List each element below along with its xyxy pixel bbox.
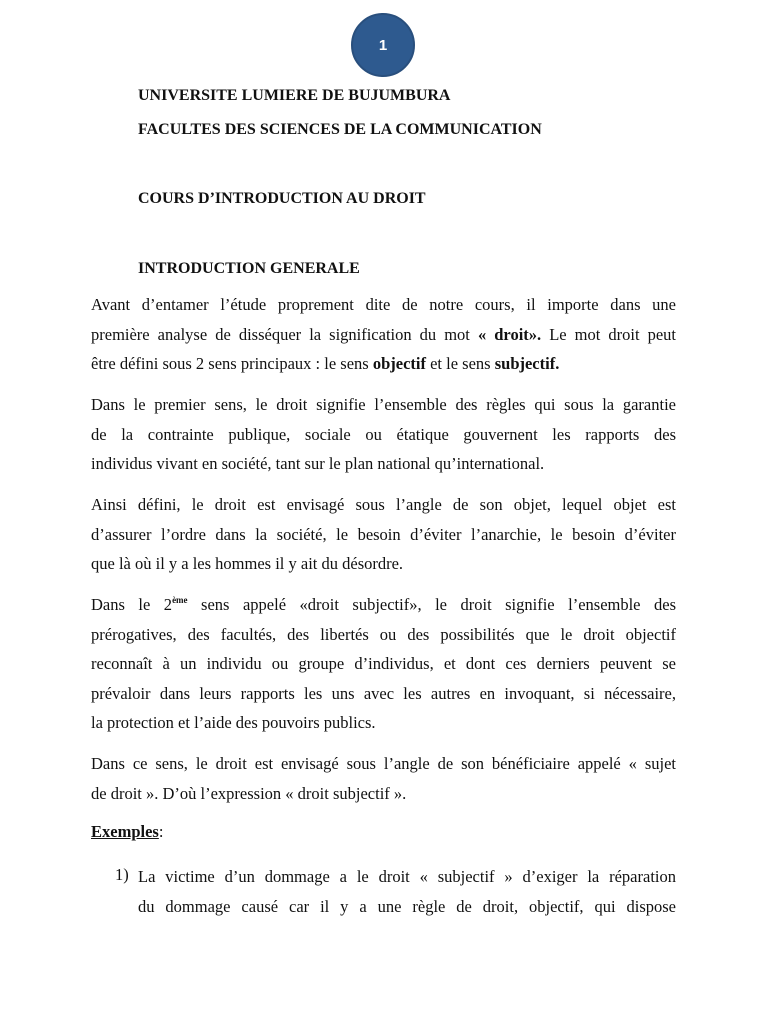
list-item bbox=[138, 862, 676, 921]
bold-term-droit: « droit». bbox=[477, 324, 542, 344]
page-number-badge bbox=[351, 13, 415, 77]
bold-term-objectif: objectif bbox=[372, 354, 426, 373]
section-title: INTRODUCTION GENERALE bbox=[138, 260, 360, 277]
page-number: 1 bbox=[378, 36, 388, 54]
paragraph-first-sense bbox=[91, 390, 676, 479]
text-line: Dans le premier sens, le droit signifie l’ensemble des règles qui sous la garantie bbox=[91, 395, 676, 414]
text-line: de droit ». D’où l’expression « droit subjectif ». bbox=[91, 783, 407, 803]
text-line: de la contrainte publique, sociale ou étatique gouvernent les rapports des bbox=[91, 424, 676, 444]
text-line: prérogatives, des facultés, des libertés ou des possibilités que le droit objectif bbox=[91, 624, 676, 644]
faculty-name: FACULTES DES SCIENCES DE LA COMMUNICATION bbox=[138, 121, 542, 138]
examples-heading: Exemples: bbox=[91, 822, 164, 841]
paragraph-object bbox=[91, 490, 676, 579]
text-line: Dans le 2ème sens appelé «droit subjectif», le droit signifie l’ensemble des bbox=[91, 595, 676, 614]
superscript: ème bbox=[172, 595, 188, 605]
text-line: Ainsi défini, le droit est envisagé sous l’angle de son objet, lequel objet est bbox=[91, 495, 676, 514]
text-line: première analyse de disséquer la signification du mot « droit». Le mot droit peut bbox=[91, 324, 677, 344]
text-line: la protection et l’aide des pouvoirs publics. bbox=[91, 713, 376, 732]
text-line: Avant d’entamer l’étude proprement dite de notre cours, il importe dans une bbox=[91, 295, 676, 314]
paragraph-second-sense bbox=[91, 590, 676, 738]
bold-term-subjectif: subjectif. bbox=[494, 354, 560, 373]
university-name: UNIVERSITE LUMIERE DE BUJUMBURA bbox=[138, 87, 451, 104]
text-line: prévaloir dans leurs rapports les uns avec les autres en invoquant, si nécessaire, bbox=[91, 683, 676, 703]
paragraph-intro bbox=[91, 290, 676, 379]
paragraph-beneficiary bbox=[91, 749, 676, 808]
text-line: Dans ce sens, le droit est envisagé sous l’angle de son bénéficiaire appelé « sujet bbox=[91, 754, 676, 773]
text-line: du dommage causé car il y a une règle de droit, objectif, qui dispose bbox=[138, 896, 676, 916]
text-line: d’assurer l’ordre dans la société, le besoin d’éviter l’anarchie, le besoin d’éviter bbox=[91, 524, 676, 544]
text-line: La victime d’un dommage a le droit « subjectif » d’exiger la réparation bbox=[138, 867, 676, 886]
text-line: être défini sous 2 sens principaux : le sens objectif et le sens subjectif. bbox=[91, 354, 560, 373]
course-title: COURS D’INTRODUCTION AU DROIT bbox=[138, 190, 426, 207]
text-line: individus vivant en société, tant sur le plan national qu’international. bbox=[91, 454, 545, 473]
text-line: que là où il y a les hommes il y ait du désordre. bbox=[91, 554, 404, 573]
text-line: reconnaît à un individu ou groupe d’individus, et dont ces derniers peuvent se bbox=[91, 654, 676, 673]
list-item-number: 1) bbox=[115, 865, 129, 884]
